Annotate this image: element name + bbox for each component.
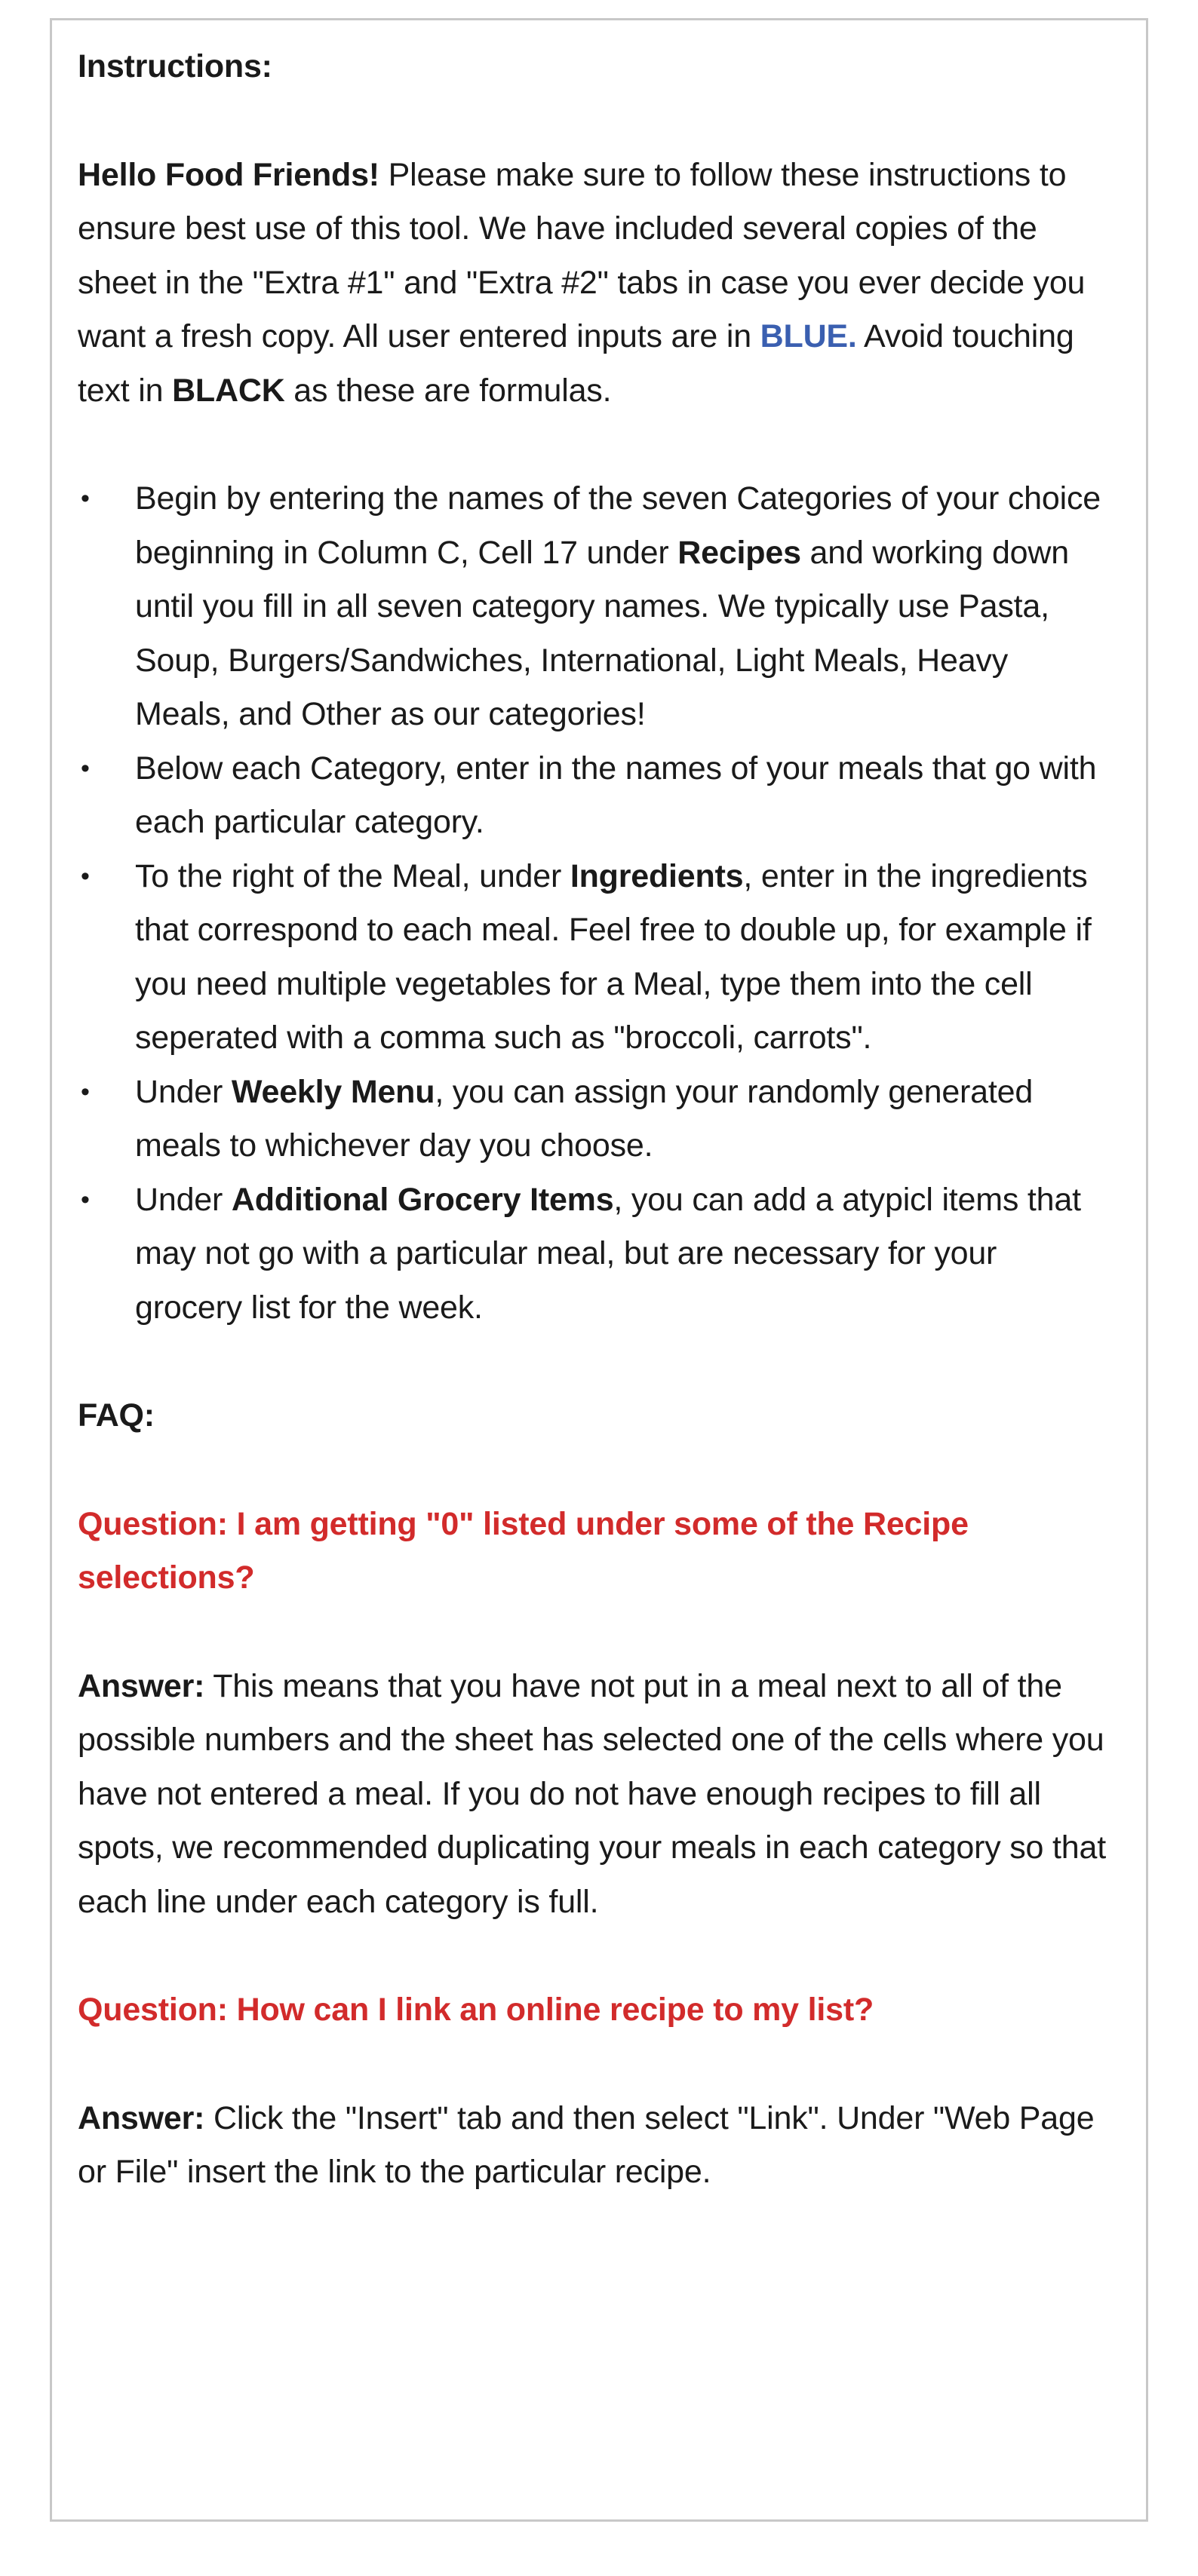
answer-label: Answer:: [78, 2099, 205, 2136]
answer-text: This means that you have not put in a meal next to all of the possible numbers and the sheet has selected one of the cells where you have not entered a meal. If you do not have enough recipes to fill all spots, we recommended duplicating your meals in each category so that each line under each category is full.: [78, 1667, 1106, 1920]
bullet-icon: •: [81, 1077, 90, 1106]
faq-question-1: Question: I am getting "0" listed under some of the Recipe selections?: [78, 1505, 969, 1596]
blue-keyword: BLUE.: [760, 318, 857, 354]
faq-answer-1: [78, 1660, 1111, 1930]
intro-text-3: as these are formulas.: [284, 372, 612, 409]
instruction-item: • To the right of the Meal, under Ingredients, enter in the ingredients that correspond to each meal. Feel free to double up, for example if you need multiple vegetables for a Meal, type them into the cell seperated with a comma such as "broccoli, carrots".: [78, 850, 1111, 1066]
intro-paragraph: [78, 149, 1111, 419]
greeting: Hello Food Friends!: [78, 156, 379, 193]
instructions-heading: Instructions:: [78, 48, 272, 84]
black-keyword: BLACK: [172, 372, 285, 409]
intro-text-2: Avoid touching text in: [78, 318, 1074, 409]
instructions-text: [78, 40, 1111, 2200]
answer-label: Answer:: [78, 1667, 205, 1704]
intro-text-1: Please make sure to follow these instructions to ensure best use of this tool. We have included several copies of the sheet in the "Extra #1" and "Extra #2" tabs in case you ever decide you want a fresh copy. All user entered inputs are in: [78, 156, 1086, 354]
bullet-icon: •: [81, 861, 90, 891]
faq-answer-2: [78, 2092, 1111, 2200]
bullet-icon: •: [81, 1185, 90, 1214]
bullet-icon: •: [81, 484, 90, 513]
faq-question-2: Question: How can I link an online recipe to my list?: [78, 1992, 874, 2028]
instruction-item: • Below each Category, enter in the names of your meals that go with each particular category.: [78, 742, 1111, 850]
instruction-item: • Under Weekly Menu, you can assign your randomly generated meals to whichever day you choose.: [78, 1066, 1111, 1173]
instruction-list: [78, 472, 1111, 1335]
instruction-item: • Begin by entering the names of the seven Categories of your choice beginning in Column C, Cell 17 under Recipes and working down until you fill in all seven category names. We typically use Pasta, Soup, Burgers/Sandwiches, International, Light Meals, Heavy Meals, and Other as our categories!: [78, 472, 1111, 742]
bullet-icon: •: [81, 753, 90, 783]
instruction-item: • Under Additional Grocery Items, you can add a atypicl items that may not go with a particular meal, but are necessary for your grocery list for the week.: [78, 1173, 1111, 1336]
instructions-panel: [50, 18, 1148, 2522]
answer-text: Click the "Insert" tab and then select "Link". Under "Web Page or File" insert the link to the particular recipe.: [78, 2099, 1095, 2190]
faq-heading: FAQ:: [78, 1397, 155, 1434]
